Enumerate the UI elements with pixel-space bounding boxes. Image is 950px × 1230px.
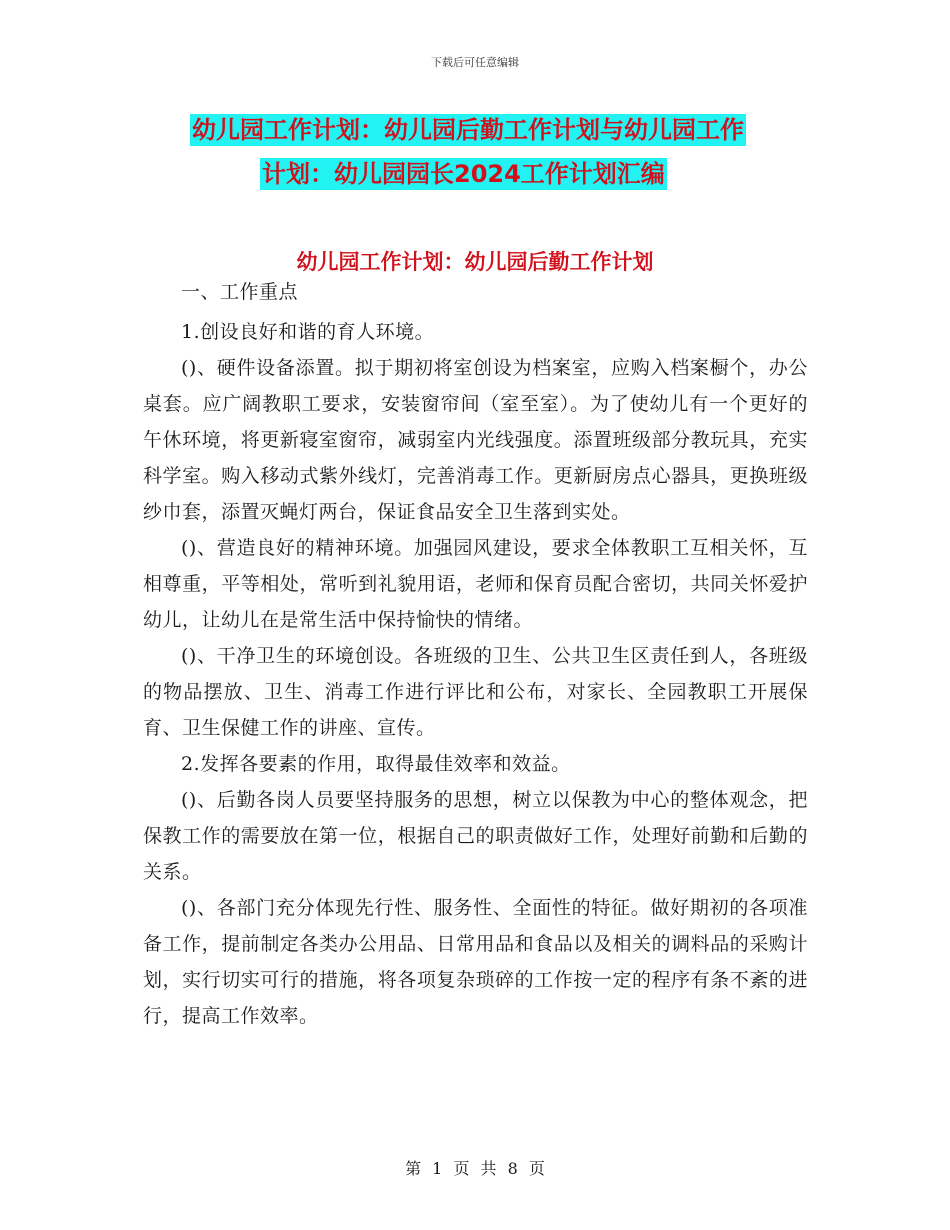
heading-work-focus: 一、工作重点 [181,281,299,303]
document-body [143,278,808,1034]
paragraph-clean-env: ()、干净卫生的环境创设。各班级的卫生、公共卫生区责任到人，各班级的物品摆放、卫生、消毒工作进行评比和公布，对家长、全园教职工开展保育、卫生保健工作的讲座、宣传。 [143,645,808,739]
paragraph-departments: ()、各部门充分体现先行性、服务性、全面性的特征。做好期初的各项准备工作，提前制定各类办公用品、日常用品和食品以及相关的调料品的采购计划，实行切实可行的措施，将各项复杂琐碎的工作按一定的程序有条不紊的进行，提高工作效率。 [143,897,808,1027]
title-line-2: 计划：幼儿园园长2024工作计划汇编 [262,160,665,188]
header-note: 下载后可任意编辑 [431,56,519,69]
paragraph-spirit-env: ()、营造良好的精神环境。加强园风建设，要求全体教职工互相关怀，互相尊重，平等相处，常听到礼貌用语，老师和保育员配合密切，共同关怀爱护幼儿，让幼儿在是常生活中保持愉快的情绪。 [143,537,808,631]
paragraph-service: ()、后勤各岗人员要坚持服务的思想，树立以保教为中心的整体观念，把保教工作的需要放在第一位，根据自己的职责做好工作，处理好前勤和后勤的关系。 [143,789,808,883]
paragraph-item-2: 2.发挥各要素的作用，取得最佳效率和效益。 [181,753,571,775]
paragraph-hardware: ()、硬件设备添置。拟于期初将室创设为档案室，应购入档案橱个，办公桌套。应广阔教职工要求，安装窗帘间（室至室）。为了使幼儿有一个更好的午休环境，将更新寝室窗帘，减弱室内光线强度。添置班级部分教玩具，充实科学室。购入移动式紫外线灯，完善消毒工作。更新厨房点心器具，更换班级纱巾套，添置灭蝇灯两台，保证食品安全卫生落到实处。 [143,357,808,523]
paragraph-item-1: 1.创设良好和谐的育人环境。 [181,321,435,343]
page-footer: 第 1 页 共 8 页 [405,1159,545,1178]
title-line-1: 幼儿园工作计划：幼儿园后勤工作计划与幼儿园工作 [192,116,744,144]
document-title [190,108,810,196]
section-title: 幼儿园工作计划：幼儿园后勤工作计划 [296,250,654,274]
